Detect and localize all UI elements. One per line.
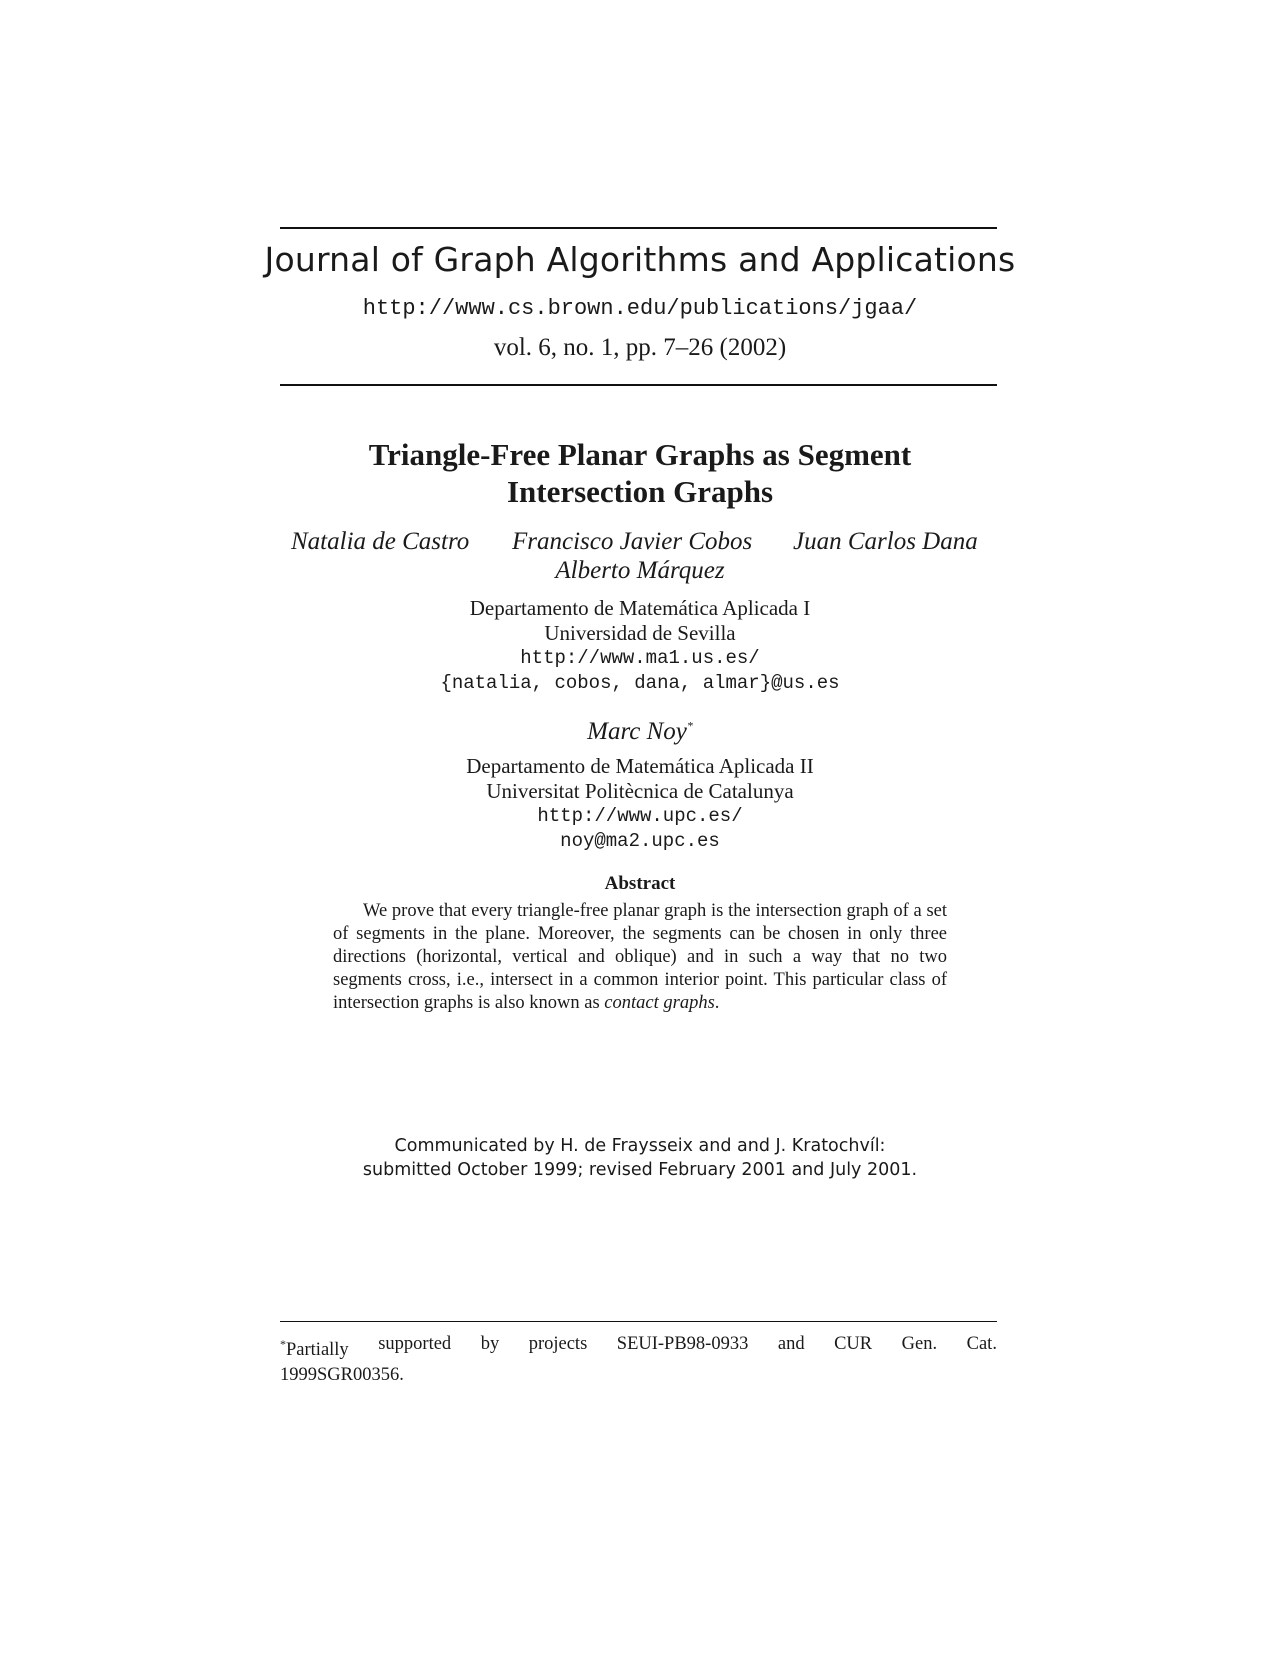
affiliation-sevilla-url[interactable]: http://www.ma1.us.es/ [520, 647, 760, 669]
footnote-word: Cat. [966, 1334, 997, 1354]
footnote-word: CUR [834, 1334, 873, 1354]
author-marc [0, 718, 1280, 746]
affiliation-upc-dept: Departamento de Matemática Aplicada II [466, 754, 814, 778]
abstract-text-end: . [714, 993, 720, 1013]
footnote-word: *Partially [280, 1337, 349, 1361]
footnote-line2: 1999SGR00356. [280, 1365, 404, 1386]
footnote-mark: * [280, 1337, 286, 1351]
journal-title: Journal of Graph Algorithms and Applications [264, 240, 1016, 279]
affiliation-upc [0, 754, 1280, 854]
abstract-text: We prove that every triangle-free planar graph is the intersection graph of a set of segments in the plane. Moreover, the segments can be chosen in only three directions (horizontal, vertical and oblique) and in such a way that no two segments cross, i.e., intersect in a common interior point. This particular class of intersection graphs is also known as [333, 901, 947, 1013]
communication-line1: Communicated by H. de Fraysseix and and J. Kratochvíl: [394, 1136, 886, 1156]
author-francisco: Francisco Javier Cobos [512, 528, 753, 555]
affiliation-upc-email[interactable]: noy@ma2.upc.es [560, 830, 720, 852]
footnote-word: by [480, 1334, 500, 1354]
header-top-rule [280, 227, 997, 229]
author-marc-footnote-mark: * [686, 718, 693, 733]
author-natalia: Natalia de Castro [291, 528, 470, 555]
affiliation-sevilla [0, 596, 1280, 696]
affiliation-upc-url[interactable]: http://www.upc.es/ [537, 805, 743, 827]
communication-line2: submitted October 1999; revised February 2001 and July 2001. [362, 1160, 918, 1180]
affiliation-sevilla-email[interactable]: {natalia, cobos, dana, almar}@us.es [440, 672, 840, 694]
affiliation-sevilla-univ: Universidad de Sevilla [544, 621, 736, 645]
affiliation-upc-univ: Universitat Politècnica de Catalunya [486, 779, 794, 803]
paper-title-line2: Intersection Graphs [506, 474, 774, 509]
paper-title-line1: Triangle-Free Planar Graphs as Segment [368, 437, 912, 472]
abstract-italic-term: contact graphs [604, 993, 715, 1013]
footnote-word: and [777, 1334, 805, 1354]
footnote-word: Gen. [901, 1334, 938, 1354]
journal-volume: vol. 6, no. 1, pp. 7–26 (2002) [493, 334, 787, 361]
footnote [280, 1332, 997, 1388]
footnote-word: supported [378, 1334, 452, 1354]
author-alberto: Alberto Márquez [555, 557, 725, 584]
abstract-heading: Abstract [604, 873, 676, 894]
author-marc-name: Marc Noy [587, 718, 687, 745]
footnote-line1 [280, 1332, 997, 1363]
footnote-rule [280, 1321, 997, 1322]
author-juan: Juan Carlos Dana [793, 528, 978, 555]
communication-note [0, 1134, 1280, 1182]
abstract-body [333, 900, 947, 1015]
journal-url[interactable]: http://www.cs.brown.edu/publications/jgaa/ [362, 296, 918, 321]
footnote-word: projects [528, 1334, 588, 1354]
paper-title [0, 436, 1280, 510]
affiliation-sevilla-dept: Departamento de Matemática Aplicada I [469, 596, 811, 620]
header-bottom-rule [280, 384, 997, 386]
footnote-word: SEUI-PB98-0933 [616, 1334, 749, 1354]
